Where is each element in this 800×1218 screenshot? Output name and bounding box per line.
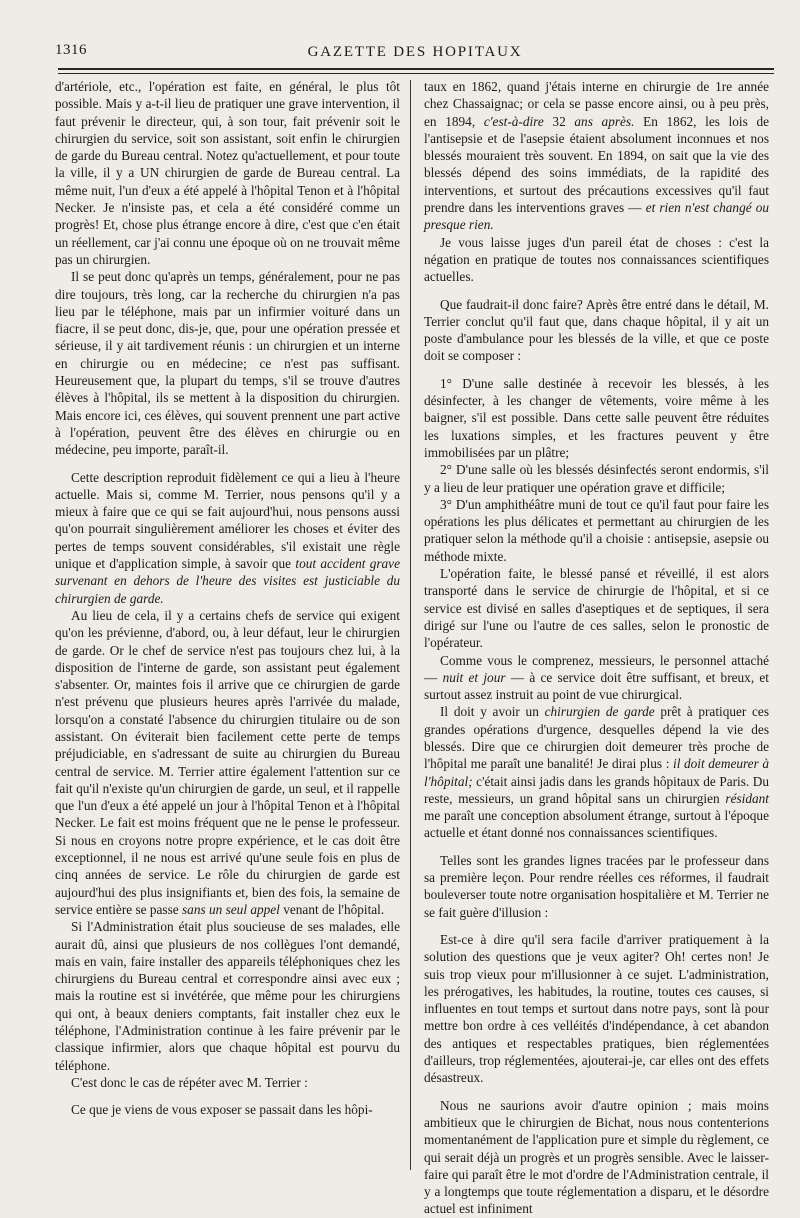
- text-run: Comme vous le comprenez, messieurs, le personnel attaché —: [424, 652, 769, 685]
- text-run: 2° D'une salle où les blessés désinfectés seront endormis, s'il y a lieu de leur pratiquer une opération grave et difficile;: [424, 462, 769, 495]
- paragraph: [55, 918, 400, 1074]
- italic-text: et rien n'est changé ou presque rien.: [424, 200, 769, 233]
- paragraph: [424, 296, 769, 365]
- text-run: taux en 1862, quand j'étais interne en chirurgie de 1re année chez Chassaignac; or cela se passe encore ainsi, ou à peu près, en 1894,: [424, 79, 769, 129]
- right-column: [424, 78, 770, 1217]
- left-column: [55, 78, 400, 1178]
- page-header: [55, 40, 775, 68]
- text-run: Cette description reproduit fidèlement ce qui a lieu à l'heure actuelle. Mais si, comme M. Terrier, nous pensons qu'il y a mieux à faire que ce qui se fait aujourd'hui, nous pensons aussi qu'on pourrait singulièrement améliorer les choses et éviter des pertes de temps souvent considérables, s'il existait une règle unique et d'application simple, à savoir que: [55, 469, 400, 572]
- paragraph: [424, 703, 769, 841]
- italic-text: c'est-à-dire: [483, 113, 544, 129]
- paragraph: [424, 234, 769, 286]
- text-run: Est-ce à dire qu'il sera facile d'arriver pratiquement à la solution des questions que je veux agiter? Oh! certes non! Je suis trop vieux pour m'illusionner à ce sujet. L'administration, les prérogatives, les habitudes, la routine, toutes ces causes, si influentes en tout temps et surtout dans notre pays, sont là pour mettre bon ordre à ces velléités d'indépendance, à cet abandon des antiques et respectables pratiques, bien réglementées d'ailleurs, trop réglementées, ajouterai-je, car elles ont des effets désastreux.: [424, 931, 769, 1086]
- italic-text: chirurgien de garde: [544, 704, 655, 720]
- text-run: Telles sont les grandes lignes tracées par le professeur dans sa première leçon. Pour rendre réelles ces réformes, il faudrait bouleverser toute notre organisation hospitalière et M. Terrier ne se fait guère d'illusion :: [424, 852, 769, 920]
- paragraph: [55, 1074, 400, 1091]
- text-run: prêt à pratiquer ces grandes opérations d'urgence, desquelles dépend la vie des blessés. Dire que ce chirurgien doit demeurer très proche de l'hôpital me paraît une banalité! Je dirai plus :: [424, 704, 770, 772]
- text-run: 32: [543, 113, 575, 129]
- text-run: Nous ne saurions avoir d'autre opinion ; mais moins ambitieux que le chirurgien de Bichat, nous nous contenterions momentanément de l'application pure et simple du règlement, ce qui serait déjà un progrès et un progrès sensible. Avec le laisser-faire qui paraît être le mot d'ordre de l'Administration centrale, il y a longtemps que toute réglementation a disparu, et le désordre actuel est infiniment: [424, 1097, 769, 1217]
- text-run: C'est donc le cas de répéter avec M. Terrier :: [71, 1074, 308, 1090]
- text-run: Que faudrait-il donc faire? Après être entré dans le détail, M. Terrier conclut qu'il faut que, dans chaque hôpital, il y ait un poste d'ambulance pour les blessés de la ville, et que ce poste doit se composer :: [424, 296, 769, 364]
- text-run: Ce que je viens de vous exposer se passait dans les hôpi-: [71, 1102, 373, 1118]
- paragraph: [55, 78, 400, 268]
- header-rule-thick: [58, 68, 774, 70]
- paragraph: [55, 1101, 400, 1118]
- text-run: L'opération faite, le blessé pansé et réveillé, il est alors transporté dans le service de chirurgie de l'hôpital, et si ce service est divisé en salles d'aseptiques et de septiques, il sera dirigé sur l'une ou l'autre de ces salles, selon le pronostic de l'opérateur.: [424, 566, 769, 651]
- italic-text: résidant: [725, 790, 769, 806]
- text-run: Au lieu de cela, il y a certains chefs de service qui exigent qu'on les prévienne, d'abord, ou, à leur défaut, leur le chirurgien de garde. Or le chef de service n'est pas toujours chez lui, à la disposition de l'interne de garde, son assistant peut également s'absenter. Or, maintes fois il arrive que ce chirurgien de garde n'est prévenu que plusieurs heures après l'arrivée du malade, lorsqu'on a constaté l'absence du chirurgien titulaire ou de son assistant. On éviterait bien facilement cette perte de temps préjudiciable, en s'adressant de suite au chirurgien du Bureau central de service. M. Terrier attire également l'attention sur ce fait qu'il n'existe qu'un chirurgien de garde, un seul, et il rappelle que l'un d'eux a été appelé un jour à l'hôpital Tenon et à l'hôpital Necker. Le fait est moins fréquent que ne le pense le professeur. Si nous en croyons notre propre expérience, et le cas doit être exceptionnel, il ne nous est arrivé qu'une seule fois en plus de cinq années de service. Le rôle du chirurgien de garde est aujourd'hui des plus insignifiants et, bien des fois, la semaine de service entière se passe: [55, 607, 400, 917]
- text-run: me paraît une conception absolument étrange, surtout à l'époque actuelle et étant donné nos connaissances scientifiques.: [424, 808, 769, 841]
- text-run: Il doit y avoir un: [440, 704, 545, 720]
- paragraph: [424, 565, 769, 651]
- text-run: venant de l'hôpital.: [279, 901, 385, 917]
- text-run: 3° D'un amphithéâtre muni de tout ce qu'il faut pour faire les opérations les plus délicates et permettant au chirurgien de les pratiquer selon la méthode qu'il a choisie : antisepsie, asepsie ou méthode mixte.: [424, 496, 769, 564]
- paragraph: [55, 607, 400, 918]
- paragraph: [424, 78, 769, 234]
- paragraph: [55, 469, 400, 607]
- paragraph: [424, 461, 769, 496]
- text-run: d'artériole, etc., l'opération est faite, en général, le plus tôt possible. Mais y a-t-il lieu de pratiquer une grave intervention, il faut prévenir le directeur, qui, à son tour, fait prévenir soit le chirurgien du service, soit son assistant, soit enfin le chirurgien de garde du Bureau central. Notez qu'actuellement, et pour toute la ville, il y a UN chirurgien de garde de Bureau central. La même nuit, l'un d'eux a été appelé à l'hôpital Tenon et à l'hôpital Necker. Je n'insiste pas, et cela a été considéré comme un progrès! Et, chose plus étrange encore à dire, c'est que c'en était un réellement, car j'ai connu une époque où on ne trouvait même pas un chirurgien.: [55, 79, 400, 267]
- text-run: 1° D'une salle destinée à recevoir les blessés, à les désinfecter, à les changer de vêtements, voire même à les baigner, s'il est possible. Dans cette salle peuvent être réduites les luxations simples, et les fractures peuvent y être immobilisées par un plâtre;: [424, 375, 769, 460]
- italic-text: il doit demeurer à l'hôpital;: [424, 756, 769, 789]
- header-rule-thin: [58, 73, 774, 74]
- italic-text: sans un seul appel: [182, 901, 280, 917]
- page-number: 1316: [55, 42, 87, 58]
- italic-text: tout accident grave survenant en dehors de l'heure des visites est justiciable du chirurgien de garde.: [55, 556, 400, 606]
- text-run: En 1862, les lois de l'antisepsie et de l'asepsie étaient absolument inconnues et nos blessés mouraient très souvent. En 1894, on sait que la vie des blessés dépend des soins immédiats, de la rapidité des interventions, et surtout des précautions excessives qu'il faut prendre dans les interventions graves —: [424, 113, 769, 216]
- text-run: Il se peut donc qu'après un temps, généralement, pour ne pas dire toujours, très long, car la recherche du chirurgien n'a pas lieu par le téléphone, mais par un infirmier voituré dans un fiacre, il se peut donc, dis-je, que, pour une opération pressée et sérieuse, il y ait tardivement réunis : un chirurgien et un interne en chirurgie ou en médecine; ce n'est pas suffisant. Heureusement que, la plupart du temps, s'il se trouve d'autres élèves à l'hôpital, ils se mettent à la disposition du chirurgien. Mais encore ici, ces élèves, qui souvent prennent une part active à l'opération, peuvent être des élèves en chirurgie ou en médecine, peu importe, paraît-il.: [55, 269, 400, 458]
- text-run: Je vous laisse juges d'un pareil état de choses : c'est la négation en pratique de toutes nos connaissances scientifiques actuelles.: [424, 234, 769, 285]
- paragraph: [424, 1097, 769, 1218]
- text-run: c'était ainsi jadis dans les grands hôpitaux de Paris. Du reste, messieurs, un grand hôpital sans un chirurgien: [424, 773, 769, 806]
- paragraph: [424, 931, 769, 1087]
- text-run: — à ce service doit être suffisant, et breux, et surtout assez instruit au point de vue chirurgical.: [424, 669, 769, 703]
- journal-title: GAZETTE DES HOPITAUX: [307, 44, 523, 60]
- paragraph: [55, 268, 400, 458]
- italic-text: ans après.: [574, 113, 635, 129]
- paragraph: [424, 652, 769, 704]
- paragraph: [424, 496, 769, 565]
- paragraph: [424, 375, 769, 461]
- paragraph: [424, 852, 769, 921]
- italic-text: nuit et jour: [442, 669, 506, 685]
- text-run: Si l'Administration était plus soucieuse de ses malades, elle aurait dû, ainsi que plusieurs de nos collègues l'ont demandé, mais en vain, faire installer des appareils téléphoniques chez les chirurgiens du Bureau central et correspondre ainsi avec eux ; mais la routine est si invétérée, que même pour les chirurgiens qui ont, à beaux deniers comptants, fait installer chez eux le téléphone, l'Administration continue à les faire prévenir par le classique infirmier, alors que chaque hôpital est pourvu du téléphone.: [55, 919, 400, 1073]
- column-divider: [410, 80, 411, 1170]
